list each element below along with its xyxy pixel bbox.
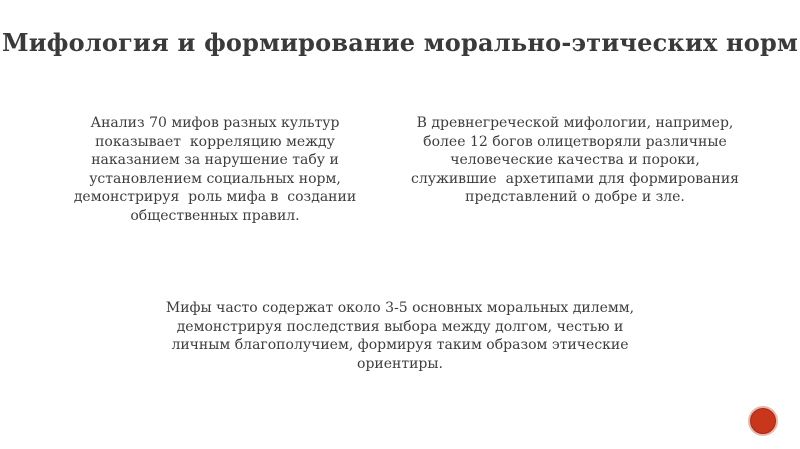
bottom-text-line: ориентиры. [357, 355, 443, 372]
left-text-block [50, 114, 380, 225]
bottom-text-line: демонстрируя последствия выбора между долгом, честью и [176, 318, 624, 335]
bottom-text-line: Мифы часто содержат около 3-5 основных моральных дилемм, [165, 300, 635, 316]
left-text-line: установлением социальных норм, [89, 170, 341, 187]
right-text-line: служившие архетипами для формирования [411, 170, 739, 187]
slide-nav-button[interactable] [748, 406, 778, 436]
right-text-line: В древнегреческой мифологии, например, [416, 115, 734, 131]
slide-title: Мифология и формирование морально-этических норм [1, 28, 799, 57]
left-text-line: показывает корреляцию между [95, 133, 335, 150]
bottom-text-block [120, 299, 680, 373]
left-text-line: наказанием за нарушение табу и [91, 152, 339, 168]
right-text-line: более 12 богов олицетворяли различные [423, 133, 727, 150]
right-text-line: человеческие качества и пороки, [450, 152, 700, 168]
bottom-text-line: личным благополучием, формируя таким образом этические [171, 337, 629, 353]
left-text-line: демонстрируя роль мифа в создании [73, 189, 357, 205]
left-text-line: общественных правил. [130, 207, 300, 224]
right-text-block [400, 114, 750, 207]
left-text-line: Анализ 70 мифов разных культур [90, 115, 340, 131]
right-text-line: представлений о добре и зле. [465, 189, 685, 205]
